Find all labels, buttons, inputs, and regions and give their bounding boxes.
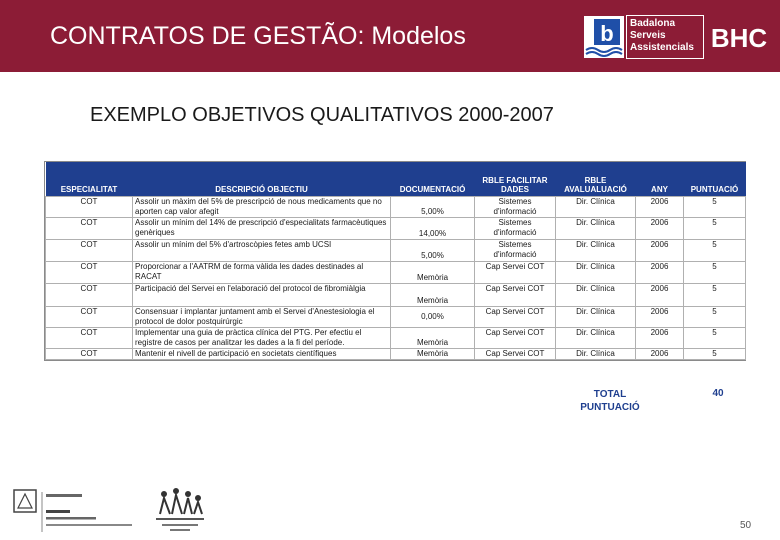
cell-facilitar: Cap Servei COT (475, 261, 556, 283)
bhc-logo-text: BHC (710, 23, 768, 53)
cell-puntuacio: 5 (684, 327, 746, 348)
cell-puntuacio: 5 (684, 261, 746, 283)
cell-any: 2006 (636, 196, 684, 217)
cell-facilitar: Cap Servei COT (475, 306, 556, 327)
cell-puntuacio: 5 (684, 348, 746, 359)
page-number: 50 (740, 520, 752, 531)
cell-puntuacio: 5 (684, 217, 746, 239)
cell-documentacio: Memòria (391, 327, 475, 348)
cell-any: 2006 (636, 348, 684, 359)
badalona-b-logo-icon (584, 16, 624, 58)
column-header-documentacio: DOCUMENTACIÓ (391, 162, 475, 196)
cell-especialitat: COT (46, 306, 133, 327)
cell-documentacio: 5,00% (391, 239, 475, 261)
cell-avaluacio: Dir. Clínica (556, 196, 636, 217)
cell-descripcio: Assolir un mínim del 14% de prescripció d'especialitats farmacèutiques genèriques (133, 217, 391, 239)
cell-especialitat: COT (46, 217, 133, 239)
bsa-logo-line3: Assistencials (630, 42, 694, 53)
header-bar (0, 0, 780, 72)
cell-documentacio: Memòria (391, 261, 475, 283)
column-header-puntuacio: PUNTUACIÓ (684, 162, 746, 196)
cell-documentacio: Memòria (391, 283, 475, 306)
cell-avaluacio: Dir. Clínica (556, 348, 636, 359)
column-header-especialitat: ESPECIALITAT (46, 162, 133, 196)
cell-facilitar: Cap Servei COT (475, 283, 556, 306)
cell-especialitat: COT (46, 348, 133, 359)
cell-any: 2006 (636, 327, 684, 348)
cell-documentacio: 14,00% (391, 217, 475, 239)
cell-descripcio: Implementar una guia de pràctica clínica del PTG. Per efectiu el registre de casos per analitzar les dades a la fi del període. (133, 327, 391, 348)
cell-avaluacio: Dir. Clínica (556, 327, 636, 348)
column-header-descripcio: DESCRIPCIÓ OBJECTIU (133, 162, 391, 196)
ministerio-saude-emblem-icon (150, 484, 210, 534)
total-label-line2: PUNTUACIÓ (580, 402, 640, 413)
cell-descripcio: Proporcionar a l'AATRM de forma vàlida les dades destinades al RACAT (133, 261, 391, 283)
cell-avaluacio: Dir. Clínica (556, 239, 636, 261)
table-row (46, 306, 746, 327)
cell-facilitar: Cap Servei COT (475, 327, 556, 348)
table-row (46, 261, 746, 283)
cell-puntuacio: 5 (684, 239, 746, 261)
column-header-any: ANY (636, 162, 684, 196)
ministerio-saude-fiocruz-logo-icon (12, 488, 137, 534)
cell-descripcio: Mantenir el nivell de participació en societats científiques (133, 348, 391, 359)
bsa-logo-line1: Badalona (630, 18, 676, 29)
total-puntuacio-label (568, 388, 652, 414)
cell-avaluacio: Dir. Clínica (556, 306, 636, 327)
cell-descripcio: Participació del Servei en l'elaboració del protocol de fibromiàlgia (133, 283, 391, 306)
column-header-facilitar: RBLE FACILITAR DADES (475, 162, 556, 196)
cell-especialitat: COT (46, 261, 133, 283)
svg-text:b: b (600, 21, 614, 46)
cell-especialitat: COT (46, 283, 133, 306)
cell-any: 2006 (636, 261, 684, 283)
table-row (46, 239, 746, 261)
bsa-logo-line2: Serveis (630, 30, 666, 41)
cell-facilitar: Sistemes d'informació (475, 239, 556, 261)
cell-documentacio: Memòria (391, 348, 475, 359)
total-puntuacio-value: 40 (712, 388, 724, 399)
cell-descripcio: Consensuar i implantar juntament amb el Servei d'Anestesiologia el protocol de dolor postquirúrgic (133, 306, 391, 327)
cell-any: 2006 (636, 239, 684, 261)
cell-documentacio: 5,00% (391, 196, 475, 217)
objectives-table (45, 162, 746, 360)
cell-descripcio: Assolir un mínim del 5% d'artroscòpies fetes amb UCSI (133, 239, 391, 261)
objectives-table-container (44, 161, 746, 361)
cell-avaluacio: Dir. Clínica (556, 283, 636, 306)
cell-especialitat: COT (46, 196, 133, 217)
table-header-row (46, 162, 746, 196)
cell-facilitar: Cap Servei COT (475, 348, 556, 359)
cell-puntuacio: 5 (684, 306, 746, 327)
column-header-avaluacio: RBLE AVALUALUACIÓ (556, 162, 636, 196)
cell-facilitar: Sistemes d'informació (475, 217, 556, 239)
table-row (46, 196, 746, 217)
cell-especialitat: COT (46, 239, 133, 261)
cell-any: 2006 (636, 283, 684, 306)
page-title: CONTRATOS DE GESTÃO: Modelos (50, 22, 466, 50)
cell-facilitar: Sistemes d'informació (475, 196, 556, 217)
table-row (46, 327, 746, 348)
section-subtitle: EXEMPLO OBJETIVOS QUALITATIVOS 2000-2007 (90, 104, 554, 126)
table-row (46, 283, 746, 306)
table-row (46, 348, 746, 359)
cell-puntuacio: 5 (684, 283, 746, 306)
cell-documentacio: 0,00% (391, 306, 475, 327)
cell-any: 2006 (636, 306, 684, 327)
cell-puntuacio: 5 (684, 196, 746, 217)
cell-especialitat: COT (46, 327, 133, 348)
header-logos (570, 12, 780, 62)
total-label-line1: TOTAL (593, 389, 627, 400)
cell-avaluacio: Dir. Clínica (556, 217, 636, 239)
cell-any: 2006 (636, 217, 684, 239)
table-row (46, 217, 746, 239)
badalona-serveis-assistencials-logo (626, 15, 704, 59)
cell-descripcio: Assolir un màxim del 5% de prescripció de nous medicaments que no aporten cap valor afegit (133, 196, 391, 217)
cell-avaluacio: Dir. Clínica (556, 261, 636, 283)
bhc-logo-icon (707, 18, 771, 56)
